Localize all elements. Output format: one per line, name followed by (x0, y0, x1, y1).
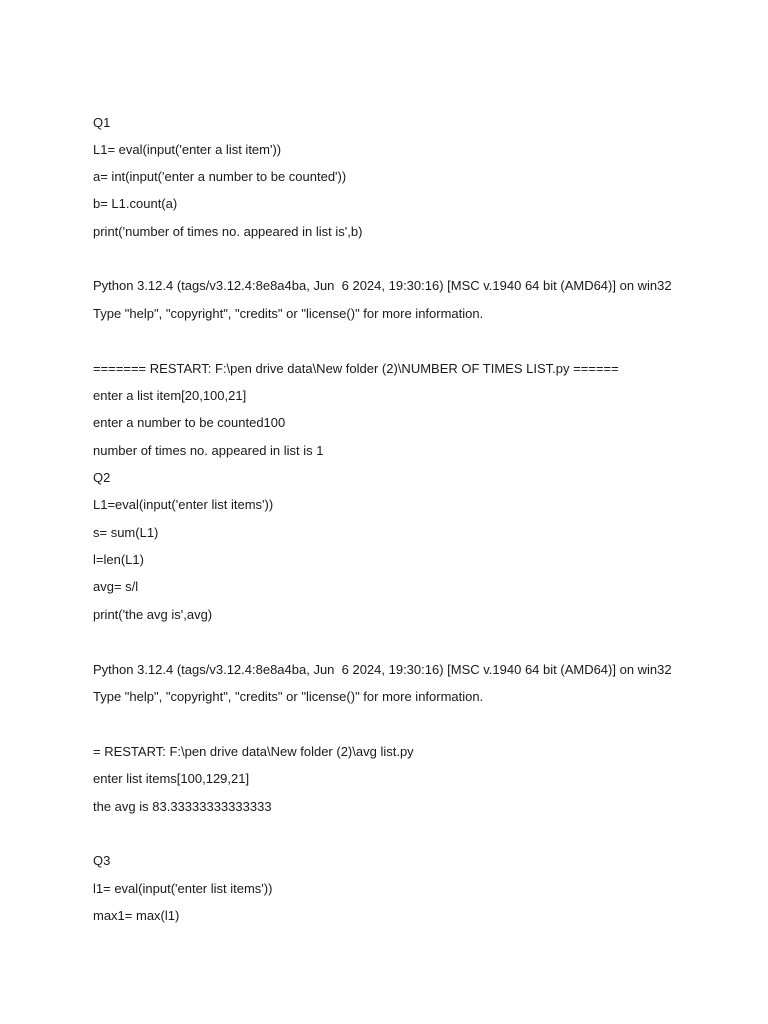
code-line: a= int(input('enter a number to be counted')) (93, 169, 347, 184)
code-line: L1=eval(input('enter list items')) (93, 497, 274, 512)
code-line: L1= eval(input('enter a list item')) (93, 142, 282, 157)
question-heading-q1: Q1 (93, 115, 111, 130)
output-line: enter list items[100,129,21] (93, 771, 250, 786)
output-line: number of times no. appeared in list is 1 (93, 443, 324, 458)
shell-info-line: Type "help", "copyright", "credits" or "license()" for more information. (93, 306, 484, 321)
code-line: s= sum(L1) (93, 525, 159, 540)
code-line: avg= s/l (93, 579, 139, 594)
code-line: print('the avg is',avg) (93, 607, 213, 622)
output-line: the avg is 83.33333333333333 (93, 799, 272, 814)
shell-info-line: Type "help", "copyright", "credits" or "license()" for more information. (93, 689, 484, 704)
code-line: l=len(L1) (93, 552, 144, 567)
question-heading-q3: Q3 (93, 853, 111, 868)
question-heading-q2: Q2 (93, 470, 111, 485)
restart-line: = RESTART: F:\pen drive data\New folder (2)\avg list.py (93, 744, 414, 759)
code-line: b= L1.count(a) (93, 196, 178, 211)
code-line: max1= max(l1) (93, 908, 180, 923)
restart-line: ======= RESTART: F:\pen drive data\New folder (2)\NUMBER OF TIMES LIST.py ====== (93, 361, 619, 376)
shell-banner-line: Python 3.12.4 (tags/v3.12.4:8e8a4ba, Jun 6 2024, 19:30:16) [MSC v.1940 64 bit (AMD64)] on win32 (93, 662, 672, 677)
output-line: enter a list item[20,100,21] (93, 388, 247, 403)
output-line: enter a number to be counted100 (93, 415, 286, 430)
shell-banner-line: Python 3.12.4 (tags/v3.12.4:8e8a4ba, Jun 6 2024, 19:30:16) [MSC v.1940 64 bit (AMD64)] on win32 (93, 278, 672, 293)
code-line: l1= eval(input('enter list items')) (93, 881, 273, 896)
code-line: print('number of times no. appeared in list is',b) (93, 224, 363, 239)
